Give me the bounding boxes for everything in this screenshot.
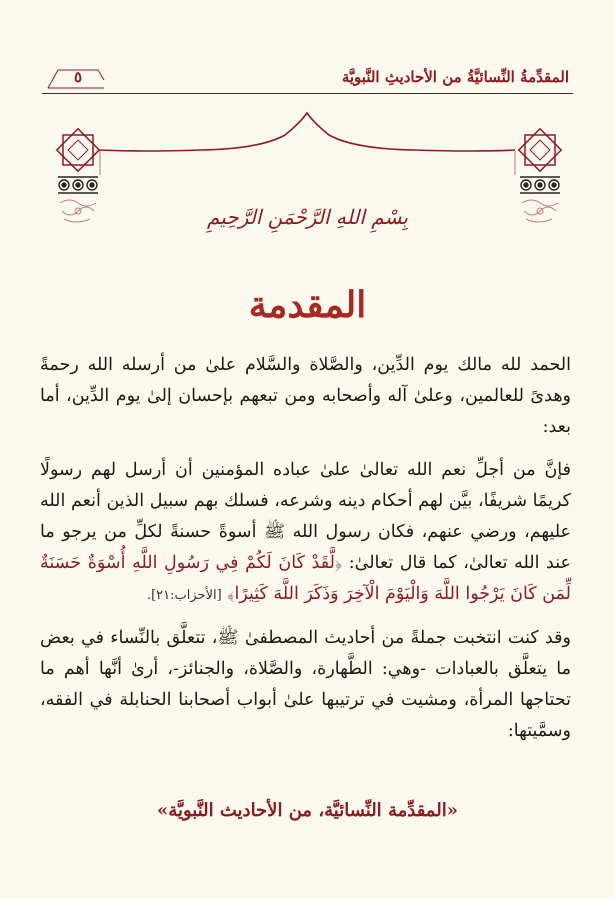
page-title: المقدمة (248, 284, 367, 326)
paragraph-2 (40, 455, 571, 611)
running-header (42, 64, 573, 94)
page-number: ٥ (73, 68, 83, 86)
paragraph-1: الحمد لله مالك يوم الدِّين، والصَّلاة والسَّلام علىٰ من أرسله الله رحمةً وهدىً للعالمين، وعلىٰ آله وأصحابه ومن تبعهم بإحسان إلىٰ يوم الدِّين، أما بعد: (40, 355, 571, 437)
right-rosettes-icon (520, 177, 560, 193)
paragraph-2-intro: فإنَّ من أجلِّ نعم الله تعالىٰ علىٰ عباده المؤمنين أن أرسل لهم رسولًا كريمًا شريفًا، بيَّن لهم أحكام دينه وشرعه، فسلك بهم سبيل الذين أنعم الله عليهم، ورضي عنهم، فكان رسول الله ﷺ أسوةً حسنةً لكلِّ من يرجو ما عند الله تعالىٰ، كما قال تعالىٰ: (40, 460, 571, 573)
book-title-line: «المقدِّمة النِّسائيَّة، من الأحاديث النَّبويَّة» (157, 800, 458, 821)
arch-border-icon (100, 113, 515, 151)
page-number-frame (46, 68, 106, 90)
left-star-icon (57, 129, 99, 171)
quran-verse: ﴿لَّقَدْ كَانَ لَكُمْ فِي رَسُولِ اللَّهِ أُسْوَةٌ حَسَنَةٌ لِّمَن كَانَ يَرْجُوا اللَّهَ وَالْيَوْمَ الْآخِرَ وَذَكَرَ اللَّهَ كَثِيرًا﴾ (40, 553, 571, 604)
header-rule (42, 93, 573, 94)
right-star-icon (519, 129, 561, 171)
running-title: المقدِّمةُ النِّسائيَّةُ من الأحاديثِ النَّبويَّة (341, 68, 569, 86)
verse-reference: [الأحزاب:٢١]. (146, 588, 222, 603)
left-rosettes-icon (58, 177, 98, 193)
body-text (40, 350, 571, 759)
basmala: بِسْمِ اللهِ الرَّحْمَنِ الرَّحِيمِ (206, 205, 408, 229)
paragraph-3: وقد كنت انتخبت جملةً من أحاديث المصطفىٰ ﷺ، تتعلَّق بالنِّساء في بعض ما يتعلَّق بالعبادات -وهي: الطَّهارة، والصَّلاة، والجنائز-، أرىٰ أنَّها أهم ما تحتاجها المرأة، ومشيت في ترتيبها علىٰ أبواب أصحابنا الحنابلة في الفقه، وسمَّيتها: (40, 628, 571, 741)
